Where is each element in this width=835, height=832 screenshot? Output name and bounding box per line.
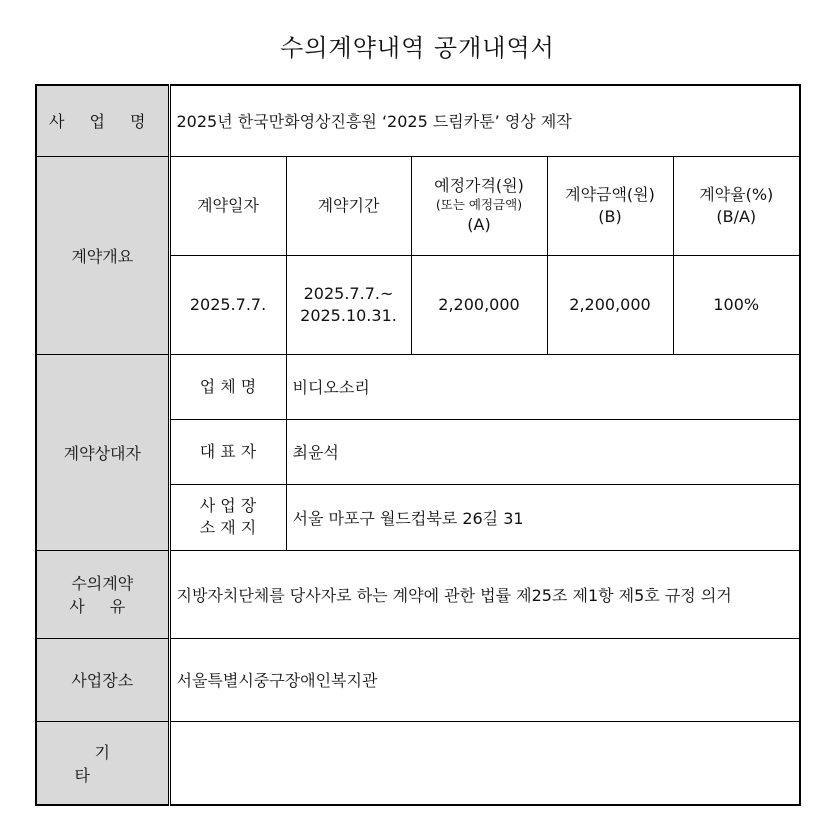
reason-value: 지방자치단체를 당사자로 하는 계약에 관한 법률 제25조 제1항 제5호 규정 의거 bbox=[169, 550, 800, 638]
representative-label: 대 표 자 bbox=[169, 419, 286, 484]
counterparty-label: 계약상대자 bbox=[36, 354, 169, 550]
site-row bbox=[36, 638, 800, 721]
representative-name: 최윤석 bbox=[286, 419, 800, 484]
reason-row bbox=[36, 550, 800, 638]
overview-label: 계약개요 bbox=[36, 156, 169, 354]
col-contract-period: 계약기간 bbox=[286, 156, 411, 255]
reason-label: 수의계약 사 유 bbox=[36, 550, 169, 638]
business-address: 서울 마포구 월드컵북로 26길 31 bbox=[286, 484, 800, 550]
site-value: 서울특별시중구장애인복지관 bbox=[169, 638, 800, 721]
etc-label: 기 타 bbox=[36, 721, 169, 805]
project-value: 2025년 한국만화영상진흥원 ‘2025 드림카툰’ 영상 제작 bbox=[169, 85, 800, 156]
estimated-price: 2,200,000 bbox=[411, 255, 547, 354]
etc-row bbox=[36, 721, 800, 805]
etc-value bbox=[169, 721, 800, 805]
contract-rate: 100% bbox=[673, 255, 800, 354]
contract-date: 2025.7.7. bbox=[169, 255, 286, 354]
col-contract-amount: 계약금액(원) (B) bbox=[547, 156, 673, 255]
overview-header-row bbox=[36, 156, 800, 255]
project-label: 사 업 명 bbox=[36, 85, 169, 156]
site-label: 사업장소 bbox=[36, 638, 169, 721]
disclosure-table bbox=[35, 84, 801, 806]
company-label: 업 체 명 bbox=[169, 354, 286, 419]
contract-period: 2025.7.7.~ 2025.10.31. bbox=[286, 255, 411, 354]
company-name: 비디오소리 bbox=[286, 354, 800, 419]
address-label: 사 업 장 소 재 지 bbox=[169, 484, 286, 550]
project-row bbox=[36, 85, 800, 156]
col-contract-rate: 계약율(%) (B/A) bbox=[673, 156, 800, 255]
document-title: 수의계약내역 공개내역서 bbox=[280, 34, 555, 62]
company-row bbox=[36, 354, 800, 419]
col-estimated-price: 예정가격(원) (또는 예정금액) (A) bbox=[411, 156, 547, 255]
contract-amount: 2,200,000 bbox=[547, 255, 673, 354]
col-contract-date: 계약일자 bbox=[169, 156, 286, 255]
